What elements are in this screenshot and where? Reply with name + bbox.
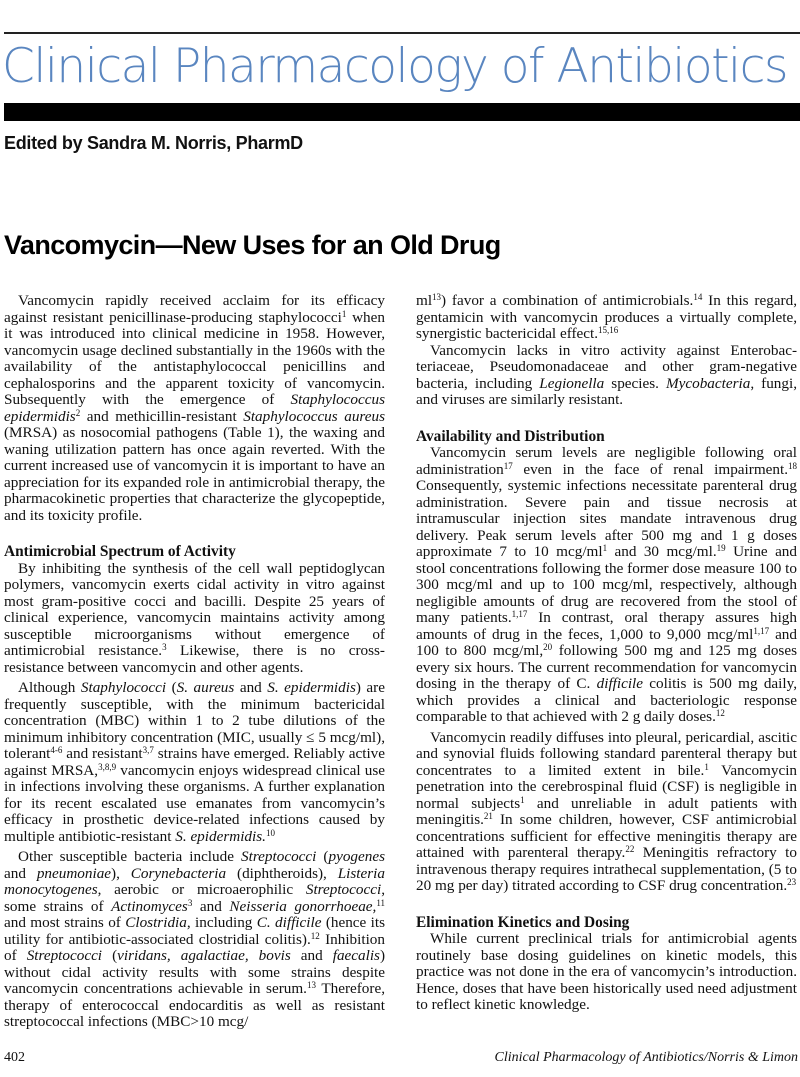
- journal-section-title: Clinical Pharmacology of Antibiotics: [2, 39, 787, 94]
- spectrum-paragraph-continued: $ml^{13}$) favor a combination of antimicrobials.$^{14}$ In this regard, gentamicin with vancomycin produces a virtually complete, synergistic bactericidal effect.$^{15,16}$: [416, 292, 797, 342]
- elimination-paragraph-1: While current preclinical trials for antimicrobial agents routinely base dosing guidelines on kinetic models, this practice was not done in the era of vancomycin’s introduction. Hence, doses that have been historically used need adjustment to reflect kinetic knowledge.: [416, 930, 797, 1013]
- section-heading-elimination-kinetics: Elimination Kinetics and Dosing: [416, 913, 630, 931]
- header-top-rule: [4, 32, 800, 34]
- availability-paragraph-2: Vancomycin readily diffuses into pleural, pericardial, ascitic and synovial fluids following standard parenteral therapy but concentrates to a limited extent in bile.$^1$ Vancomycin penetration into the cerebrospinal fluid (CSF) is negligible in normal subjects$^1$ and unreliable in adult patients with meningitis.$^{21}$ In some children, however, CSF antimicrobial concentrations sufficient for effective meningitis therapy are attained with parenteral therapy.$^{22}$ Meningitis refractory to intravenous therapy requires intrathecal supplementation, (5 to 20 mg per day) titrated according to CSF drug concentration.$^{23}$: [416, 728, 798, 894]
- editor-credit: Edited by Sandra M. Norris, PharmD: [4, 133, 303, 153]
- running-footer-title: Clinical Pharmacology of Antibiotics/Norris & Limon: [494, 1050, 798, 1065]
- availability-paragraph-1: Vancomycin serum levels are negligible following oral administration$^{17}$ even in the face of renal impairment.$^{18}$ Consequently, systemic infections necessitate parenteral drug administration. Severe pain and tissue necrosis at intramuscular injection sites mandate intravenous drug delivery. Peak serum levels after 500 mg and 1 g doses approximate 7 to 10 mcg/$ml^1$ and 30 mcg/ml.$^{19}$ Urine and stool concentrations following the former dose measure 100 to 300 mcg/ml and up to 100 mcg/ml, respectively, although negligible amounts of drug are recovered from the stool of many patients.$^{1,17}$ In contrast, oral therapy assures high amounts of drug in the feces, 1,000 to 9,000 mcg/ml$^{1,17}$ and 100 to 800 mcg/ml,$^{20}$ following 500 mg and 125 mg doses every six hours. The current recommendation for vancomycin dosing in the therapy of C. difficile colitis is 500 mg daily, which provides a clinical and bacteriologic response comparable to that achieved with 2 g daily doses.$^{12}$: [416, 444, 797, 725]
- page-number: 402: [4, 1050, 25, 1065]
- intro-paragraph: Vancomycin rapidly received acclaim for its efficacy against resistant penicillinase-producing staphylococci$^1$ when it was introduced into clinical medicine in 1958. However, vancomycin usage declined substantially in the 1960s with the availability of the antistaphylococcal penicillins and cephalosporins and the apparent toxicity of vancomycin. Subsequently with the emergence of Staphylococcus epidermidis$^2$ and methicillin-resistant Staphylococcus aureus (MRSA) as nosocomial pathogens (Table 1), the waxing and waning utilization pattern has once again reverted. With the current increased use of vancomycin it is important to have an appreciation for its expanded role in antimicrobial therapy, the pharmacokinetic properties that characterize the glycopeptide, and its toxicity profile.: [4, 292, 385, 524]
- spectrum-paragraph-3: Other susceptible bacteria include Streptococci (pyogenes and pneumoniae), Corynebacteria (diphtheroids), Listeria monocytogenes, aerobic or microaerophilic Streptococci, some strains of Actinomyces$^3$ and Neisseria gonorrhoeae,$^{11}$ and most strains of Clostridia, including C. difficile (hence its utility for antibiotic-associated clostridial colitis).$^{12}$ Inhibition of Streptococci (viridans, agalactiae, bovis and faecalis) without cidal activity results with some strains despite vancomycin concentrations achievable in serum.$^{13}$ Therefore, therapy of enterococcal endocarditis as well as resistant streptococcal infections (MBC>10 mcg/: [4, 848, 386, 1030]
- section-heading-availability: Availability and Distribution: [416, 427, 605, 445]
- header-thick-bar: [4, 103, 800, 121]
- spectrum-paragraph-4: Vancomycin lacks in vitro activity against Enterobacteriaceae, Pseudomonadaceae and other gram-negative bacteria, including Legionella species. Mycobacteria, fungi, and viruses are similarly resistant.: [416, 341, 797, 408]
- article-title: Vancomycin—New Uses for an Old Drug: [4, 230, 501, 260]
- right-column: [416, 293, 797, 1014]
- spectrum-paragraph-1: By inhibiting the synthesis of the cell wall peptidoglycan polymers, vancomycin exerts cidal activity in vitro against most gram-positive cocci and bacilli. Despite 25 years of clinical experience, vancomycin maintains activity among susceptible microorganisms without emergence of antimicrobial resistance.$^3$ Likewise, there is no cross-resistance between vancomycin and other agents.: [4, 559, 385, 676]
- left-column: [4, 293, 385, 1031]
- section-heading-antimicrobial-spectrum: Antimicrobial Spectrum of Activity: [4, 543, 236, 560]
- spectrum-paragraph-2: Although Staphylococci (S. aureus and S. epidermidis) are frequently susceptible, with the minimum bactericidal concentration (MBC) within 1 to 2 tube dilutions of the minimum inhibitory concentration (MIC, usually ≤ 5 mcg/ml), tolerant$^{4-6}$ and resistant$^{3,7}$ strains have emerged. Reliably active against MRSA,$^{3,8,9}$ vancomycin enjoys widespread clinical use in infections involving these organisms. A further explanation for its recent escalated use emanates from vancomycin’s efficacy in prosthetic device-related infections caused by multiple antibiotic-resistant S. epidermidis.$^{10}$: [4, 679, 385, 845]
